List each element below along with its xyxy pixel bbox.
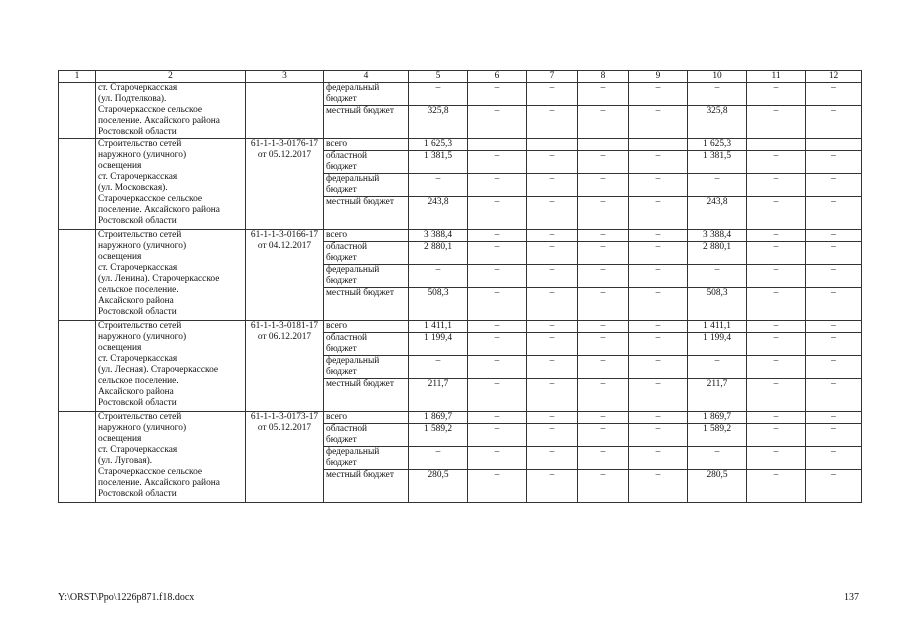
- description-line: наружного (уличного): [98, 241, 187, 251]
- description-line: Строительство сетей: [98, 321, 182, 331]
- document-code-line: от 04.12.2017: [257, 241, 312, 251]
- description-line: сельское поселение.: [98, 285, 179, 295]
- amount-cell: –: [629, 333, 688, 356]
- description-line: ст. Старочеркасская: [98, 83, 178, 93]
- description-line: (ул. Подтелкова).: [98, 94, 167, 104]
- funding-source-line: бюджет: [326, 435, 357, 445]
- amount-cell: –: [527, 412, 578, 424]
- funding-source-cell: [324, 356, 409, 379]
- funding-source-line: всего: [326, 230, 348, 240]
- object-description-cell: [96, 83, 246, 139]
- amount-cell: –: [527, 151, 578, 174]
- header-cell: 1: [59, 71, 96, 83]
- description-line: Ростовской области: [98, 398, 177, 408]
- amount-total-cell: 280,5: [409, 470, 468, 503]
- amount-cell: –: [629, 106, 688, 139]
- description-line: (ул. Луговая).: [98, 456, 153, 466]
- object-description-cell: [96, 139, 246, 230]
- header-cell: 10: [688, 71, 747, 83]
- amount-cell: –: [747, 106, 806, 139]
- description-line: освещения: [98, 434, 142, 444]
- description-line: сельское поселение.: [98, 376, 179, 386]
- amount-cell: –: [747, 424, 806, 447]
- amount-cell: –: [527, 230, 578, 242]
- amount-cell: –: [806, 424, 862, 447]
- funding-source-cell: [324, 242, 409, 265]
- funding-source-cell: [324, 447, 409, 470]
- amount-cell: –: [468, 174, 527, 197]
- amount-year-cell: 2 880,1: [688, 242, 747, 265]
- amount-cell: –: [578, 265, 629, 288]
- amount-cell: –: [806, 265, 862, 288]
- amount-total-cell: 1 869,7: [409, 412, 468, 424]
- description-line: ст. Старочеркасская: [98, 445, 178, 455]
- amount-cell: –: [578, 321, 629, 333]
- amount-cell: –: [806, 356, 862, 379]
- amount-cell: –: [527, 265, 578, 288]
- description-line: освещения: [98, 343, 142, 353]
- row-number-cell: [59, 83, 96, 139]
- document-code-line: 61-1-1-3-0173-17: [250, 412, 319, 422]
- amount-cell: –: [629, 230, 688, 242]
- amount-cell: –: [527, 379, 578, 412]
- amount-year-cell: –: [688, 356, 747, 379]
- document-code-cell: [246, 139, 324, 230]
- amount-cell: –: [527, 83, 578, 106]
- row-number-cell: [59, 139, 96, 230]
- amount-cell: –: [629, 83, 688, 106]
- funding-source-cell: [324, 197, 409, 230]
- funding-source-cell: [324, 424, 409, 447]
- amount-cell: –: [806, 174, 862, 197]
- header-cell: 6: [468, 71, 527, 83]
- row-number-cell: [59, 230, 96, 321]
- object-description-cell: [96, 230, 246, 321]
- amount-total-cell: 1 381,5: [409, 151, 468, 174]
- description-line: Аксайского района: [98, 387, 174, 397]
- description-line: Ростовской области: [98, 127, 177, 137]
- amount-cell: –: [578, 447, 629, 470]
- amount-cell: –: [806, 447, 862, 470]
- funding-source-line: федеральный: [326, 174, 380, 184]
- amount-cell: –: [527, 447, 578, 470]
- amount-cell: –: [527, 106, 578, 139]
- amount-cell: –: [468, 447, 527, 470]
- description-line: наружного (уличного): [98, 423, 187, 433]
- amount-total-cell: 1 411,1: [409, 321, 468, 333]
- amount-total-cell: –: [409, 83, 468, 106]
- amount-cell: –: [527, 174, 578, 197]
- funding-source-line: бюджет: [326, 344, 357, 354]
- amount-total-cell: 1 589,2: [409, 424, 468, 447]
- amount-total-cell: –: [409, 356, 468, 379]
- header-cell: 8: [578, 71, 629, 83]
- amount-cell: –: [468, 151, 527, 174]
- amount-cell: –: [468, 197, 527, 230]
- amount-year-cell: 1 589,2: [688, 424, 747, 447]
- funding-source-cell: [324, 288, 409, 321]
- amount-cell: –: [578, 242, 629, 265]
- amount-cell: [527, 139, 578, 151]
- amount-year-cell: 243,8: [688, 197, 747, 230]
- amount-cell: –: [629, 470, 688, 503]
- amount-cell: –: [468, 106, 527, 139]
- amount-cell: –: [468, 470, 527, 503]
- funding-source-cell: [324, 230, 409, 242]
- description-line: Старочеркасское сельское: [98, 105, 203, 115]
- amount-total-cell: 243,8: [409, 197, 468, 230]
- funding-source-line: местный бюджет: [326, 197, 394, 207]
- funding-source-line: федеральный: [326, 83, 380, 93]
- amount-cell: –: [468, 265, 527, 288]
- amount-cell: –: [747, 321, 806, 333]
- amount-cell: –: [747, 230, 806, 242]
- header-cell: 4: [324, 71, 409, 83]
- description-line: Строительство сетей: [98, 230, 182, 240]
- budget-table: [58, 70, 862, 503]
- amount-total-cell: 1 625,3: [409, 139, 468, 151]
- document-code-line: от 05.12.2017: [257, 150, 312, 160]
- amount-cell: –: [578, 197, 629, 230]
- amount-cell: –: [806, 333, 862, 356]
- description-line: (ул. Ленина). Старочеркасское: [98, 274, 220, 284]
- object-description-cell: [96, 412, 246, 503]
- funding-source-cell: [324, 379, 409, 412]
- funding-source-line: местный бюджет: [326, 379, 394, 389]
- funding-source-line: бюджет: [326, 185, 357, 195]
- table-row: [59, 230, 862, 242]
- amount-total-cell: –: [409, 265, 468, 288]
- description-line: ст. Старочеркасская: [98, 172, 178, 182]
- amount-year-cell: –: [688, 83, 747, 106]
- footer-page-number: 137: [844, 592, 859, 603]
- funding-source-cell: [324, 174, 409, 197]
- amount-cell: –: [578, 288, 629, 321]
- amount-year-cell: 1 625,3: [688, 139, 747, 151]
- table-row: [59, 321, 862, 333]
- amount-year-cell: 1 411,1: [688, 321, 747, 333]
- amount-cell: –: [806, 379, 862, 412]
- amount-cell: –: [747, 197, 806, 230]
- amount-cell: –: [468, 412, 527, 424]
- description-line: Строительство сетей: [98, 412, 182, 422]
- amount-year-cell: –: [688, 265, 747, 288]
- footer-file-path: Y:\ORST\Ppo\1226p871.f18.docx: [58, 592, 195, 603]
- amount-year-cell: 325,8: [688, 106, 747, 139]
- description-line: поселение. Аксайского района: [98, 478, 220, 488]
- funding-source-line: областной: [326, 333, 368, 343]
- document-code-line: от 06.12.2017: [257, 332, 312, 342]
- funding-source-cell: [324, 265, 409, 288]
- amount-cell: [578, 139, 629, 151]
- funding-source-line: федеральный: [326, 356, 380, 366]
- funding-source-cell: [324, 321, 409, 333]
- funding-source-line: бюджет: [326, 162, 357, 172]
- description-line: ст. Старочеркасская: [98, 263, 178, 273]
- amount-cell: [629, 139, 688, 151]
- amount-year-cell: 211,7: [688, 379, 747, 412]
- amount-cell: –: [747, 333, 806, 356]
- document-code-line: от 05.12.2017: [257, 423, 312, 433]
- amount-cell: –: [806, 230, 862, 242]
- amount-cell: –: [806, 197, 862, 230]
- amount-cell: –: [468, 424, 527, 447]
- amount-cell: –: [527, 356, 578, 379]
- amount-total-cell: 2 880,1: [409, 242, 468, 265]
- funding-source-line: местный бюджет: [326, 470, 394, 480]
- amount-cell: –: [527, 288, 578, 321]
- funding-source-line: местный бюджет: [326, 288, 394, 298]
- amount-year-cell: –: [688, 174, 747, 197]
- amount-cell: –: [747, 412, 806, 424]
- amount-cell: –: [578, 83, 629, 106]
- description-line: наружного (уличного): [98, 150, 187, 160]
- funding-source-line: федеральный: [326, 265, 380, 275]
- amount-cell: [468, 139, 527, 151]
- document-code-line: 61-1-1-3-0176-17: [250, 139, 319, 149]
- amount-year-cell: 280,5: [688, 470, 747, 503]
- description-line: Ростовской области: [98, 489, 177, 499]
- table-header-row: [59, 71, 862, 83]
- amount-cell: –: [629, 174, 688, 197]
- document-code-cell: [246, 83, 324, 139]
- amount-cell: –: [468, 83, 527, 106]
- header-cell: 2: [96, 71, 246, 83]
- amount-cell: –: [527, 242, 578, 265]
- amount-cell: –: [747, 265, 806, 288]
- amount-cell: –: [747, 379, 806, 412]
- document-code-line: 61-1-1-3-0166-17: [250, 230, 319, 240]
- description-line: наружного (уличного): [98, 332, 187, 342]
- header-cell: 9: [629, 71, 688, 83]
- amount-cell: –: [527, 333, 578, 356]
- amount-cell: –: [747, 242, 806, 265]
- amount-cell: –: [747, 83, 806, 106]
- header-cell: 5: [409, 71, 468, 83]
- amount-cell: –: [468, 230, 527, 242]
- amount-year-cell: 1 869,7: [688, 412, 747, 424]
- amount-cell: –: [806, 288, 862, 321]
- document-code-cell: [246, 230, 324, 321]
- funding-source-line: областной: [326, 424, 368, 434]
- funding-source-line: федеральный: [326, 447, 380, 457]
- amount-year-cell: 508,3: [688, 288, 747, 321]
- document-code-line: 61-1-1-3-0181-17: [250, 321, 319, 331]
- description-line: Строительство сетей: [98, 139, 182, 149]
- amount-total-cell: 1 199,4: [409, 333, 468, 356]
- amount-total-cell: –: [409, 447, 468, 470]
- amount-cell: –: [747, 174, 806, 197]
- amount-cell: –: [578, 230, 629, 242]
- amount-cell: –: [468, 356, 527, 379]
- funding-source-line: бюджет: [326, 94, 357, 104]
- amount-cell: –: [578, 379, 629, 412]
- funding-source-line: бюджет: [326, 367, 357, 377]
- funding-source-cell: [324, 83, 409, 106]
- description-line: Старочеркасское сельское: [98, 467, 203, 477]
- amount-cell: –: [629, 356, 688, 379]
- funding-source-cell: [324, 333, 409, 356]
- amount-year-cell: –: [688, 447, 747, 470]
- amount-cell: –: [578, 356, 629, 379]
- amount-total-cell: 325,8: [409, 106, 468, 139]
- description-line: Аксайского района: [98, 296, 174, 306]
- amount-cell: –: [629, 288, 688, 321]
- amount-cell: –: [806, 412, 862, 424]
- amount-cell: –: [747, 356, 806, 379]
- header-cell: 12: [806, 71, 862, 83]
- header-cell: 11: [747, 71, 806, 83]
- funding-source-line: областной: [326, 242, 368, 252]
- description-line: поселение. Аксайского района: [98, 116, 220, 126]
- funding-source-line: местный бюджет: [326, 106, 394, 116]
- table-row: [59, 83, 862, 106]
- funding-source-cell: [324, 139, 409, 151]
- amount-total-cell: 508,3: [409, 288, 468, 321]
- amount-year-cell: 3 388,4: [688, 230, 747, 242]
- amount-cell: –: [747, 470, 806, 503]
- funding-source-cell: [324, 412, 409, 424]
- table-row: [59, 139, 862, 151]
- description-line: Ростовской области: [98, 216, 177, 226]
- amount-cell: –: [747, 151, 806, 174]
- funding-source-line: областной: [326, 151, 368, 161]
- object-description-cell: [96, 321, 246, 412]
- amount-cell: –: [806, 83, 862, 106]
- description-line: (ул. Московская).: [98, 183, 168, 193]
- amount-cell: –: [578, 424, 629, 447]
- amount-cell: –: [578, 333, 629, 356]
- amount-cell: –: [527, 424, 578, 447]
- row-number-cell: [59, 321, 96, 412]
- amount-cell: [747, 139, 806, 151]
- description-line: освещения: [98, 252, 142, 262]
- amount-cell: –: [747, 447, 806, 470]
- funding-source-line: всего: [326, 139, 348, 149]
- amount-cell: –: [747, 288, 806, 321]
- description-line: ст. Старочеркасская: [98, 354, 178, 364]
- amount-year-cell: 1 381,5: [688, 151, 747, 174]
- amount-cell: –: [578, 412, 629, 424]
- amount-cell: –: [578, 470, 629, 503]
- amount-cell: –: [468, 321, 527, 333]
- funding-source-line: бюджет: [326, 458, 357, 468]
- amount-cell: –: [578, 151, 629, 174]
- amount-total-cell: 211,7: [409, 379, 468, 412]
- description-line: Ростовской области: [98, 307, 177, 317]
- amount-cell: –: [468, 333, 527, 356]
- amount-cell: –: [578, 106, 629, 139]
- amount-cell: –: [629, 447, 688, 470]
- amount-cell: –: [629, 321, 688, 333]
- funding-source-cell: [324, 470, 409, 503]
- document-code-cell: [246, 321, 324, 412]
- description-line: (ул. Лесная). Старочеркасское: [98, 365, 219, 375]
- amount-cell: –: [806, 151, 862, 174]
- amount-cell: –: [806, 321, 862, 333]
- amount-cell: –: [468, 242, 527, 265]
- table-row: [59, 412, 862, 424]
- amount-cell: –: [527, 321, 578, 333]
- funding-source-line: бюджет: [326, 253, 357, 263]
- amount-cell: –: [527, 470, 578, 503]
- amount-cell: –: [527, 197, 578, 230]
- header-cell: 7: [527, 71, 578, 83]
- amount-cell: –: [629, 379, 688, 412]
- amount-cell: –: [806, 242, 862, 265]
- document-code-cell: [246, 412, 324, 503]
- amount-cell: –: [806, 106, 862, 139]
- amount-cell: –: [468, 379, 527, 412]
- row-number-cell: [59, 412, 96, 503]
- description-line: Старочеркасское сельское: [98, 194, 203, 204]
- amount-cell: –: [629, 197, 688, 230]
- funding-source-line: всего: [326, 412, 348, 422]
- amount-year-cell: 1 199,4: [688, 333, 747, 356]
- amount-total-cell: 3 388,4: [409, 230, 468, 242]
- funding-source-line: всего: [326, 321, 348, 331]
- header-cell: 3: [246, 71, 324, 83]
- description-line: освещения: [98, 161, 142, 171]
- amount-total-cell: –: [409, 174, 468, 197]
- funding-source-line: бюджет: [326, 276, 357, 286]
- amount-cell: –: [578, 174, 629, 197]
- amount-cell: –: [806, 470, 862, 503]
- description-line: поселение. Аксайского района: [98, 205, 220, 215]
- table-body: [59, 71, 862, 503]
- amount-cell: –: [629, 242, 688, 265]
- amount-cell: –: [629, 424, 688, 447]
- amount-cell: –: [629, 151, 688, 174]
- amount-cell: [806, 139, 862, 151]
- funding-source-cell: [324, 151, 409, 174]
- amount-cell: –: [629, 412, 688, 424]
- funding-source-cell: [324, 106, 409, 139]
- amount-cell: –: [629, 265, 688, 288]
- amount-cell: –: [468, 288, 527, 321]
